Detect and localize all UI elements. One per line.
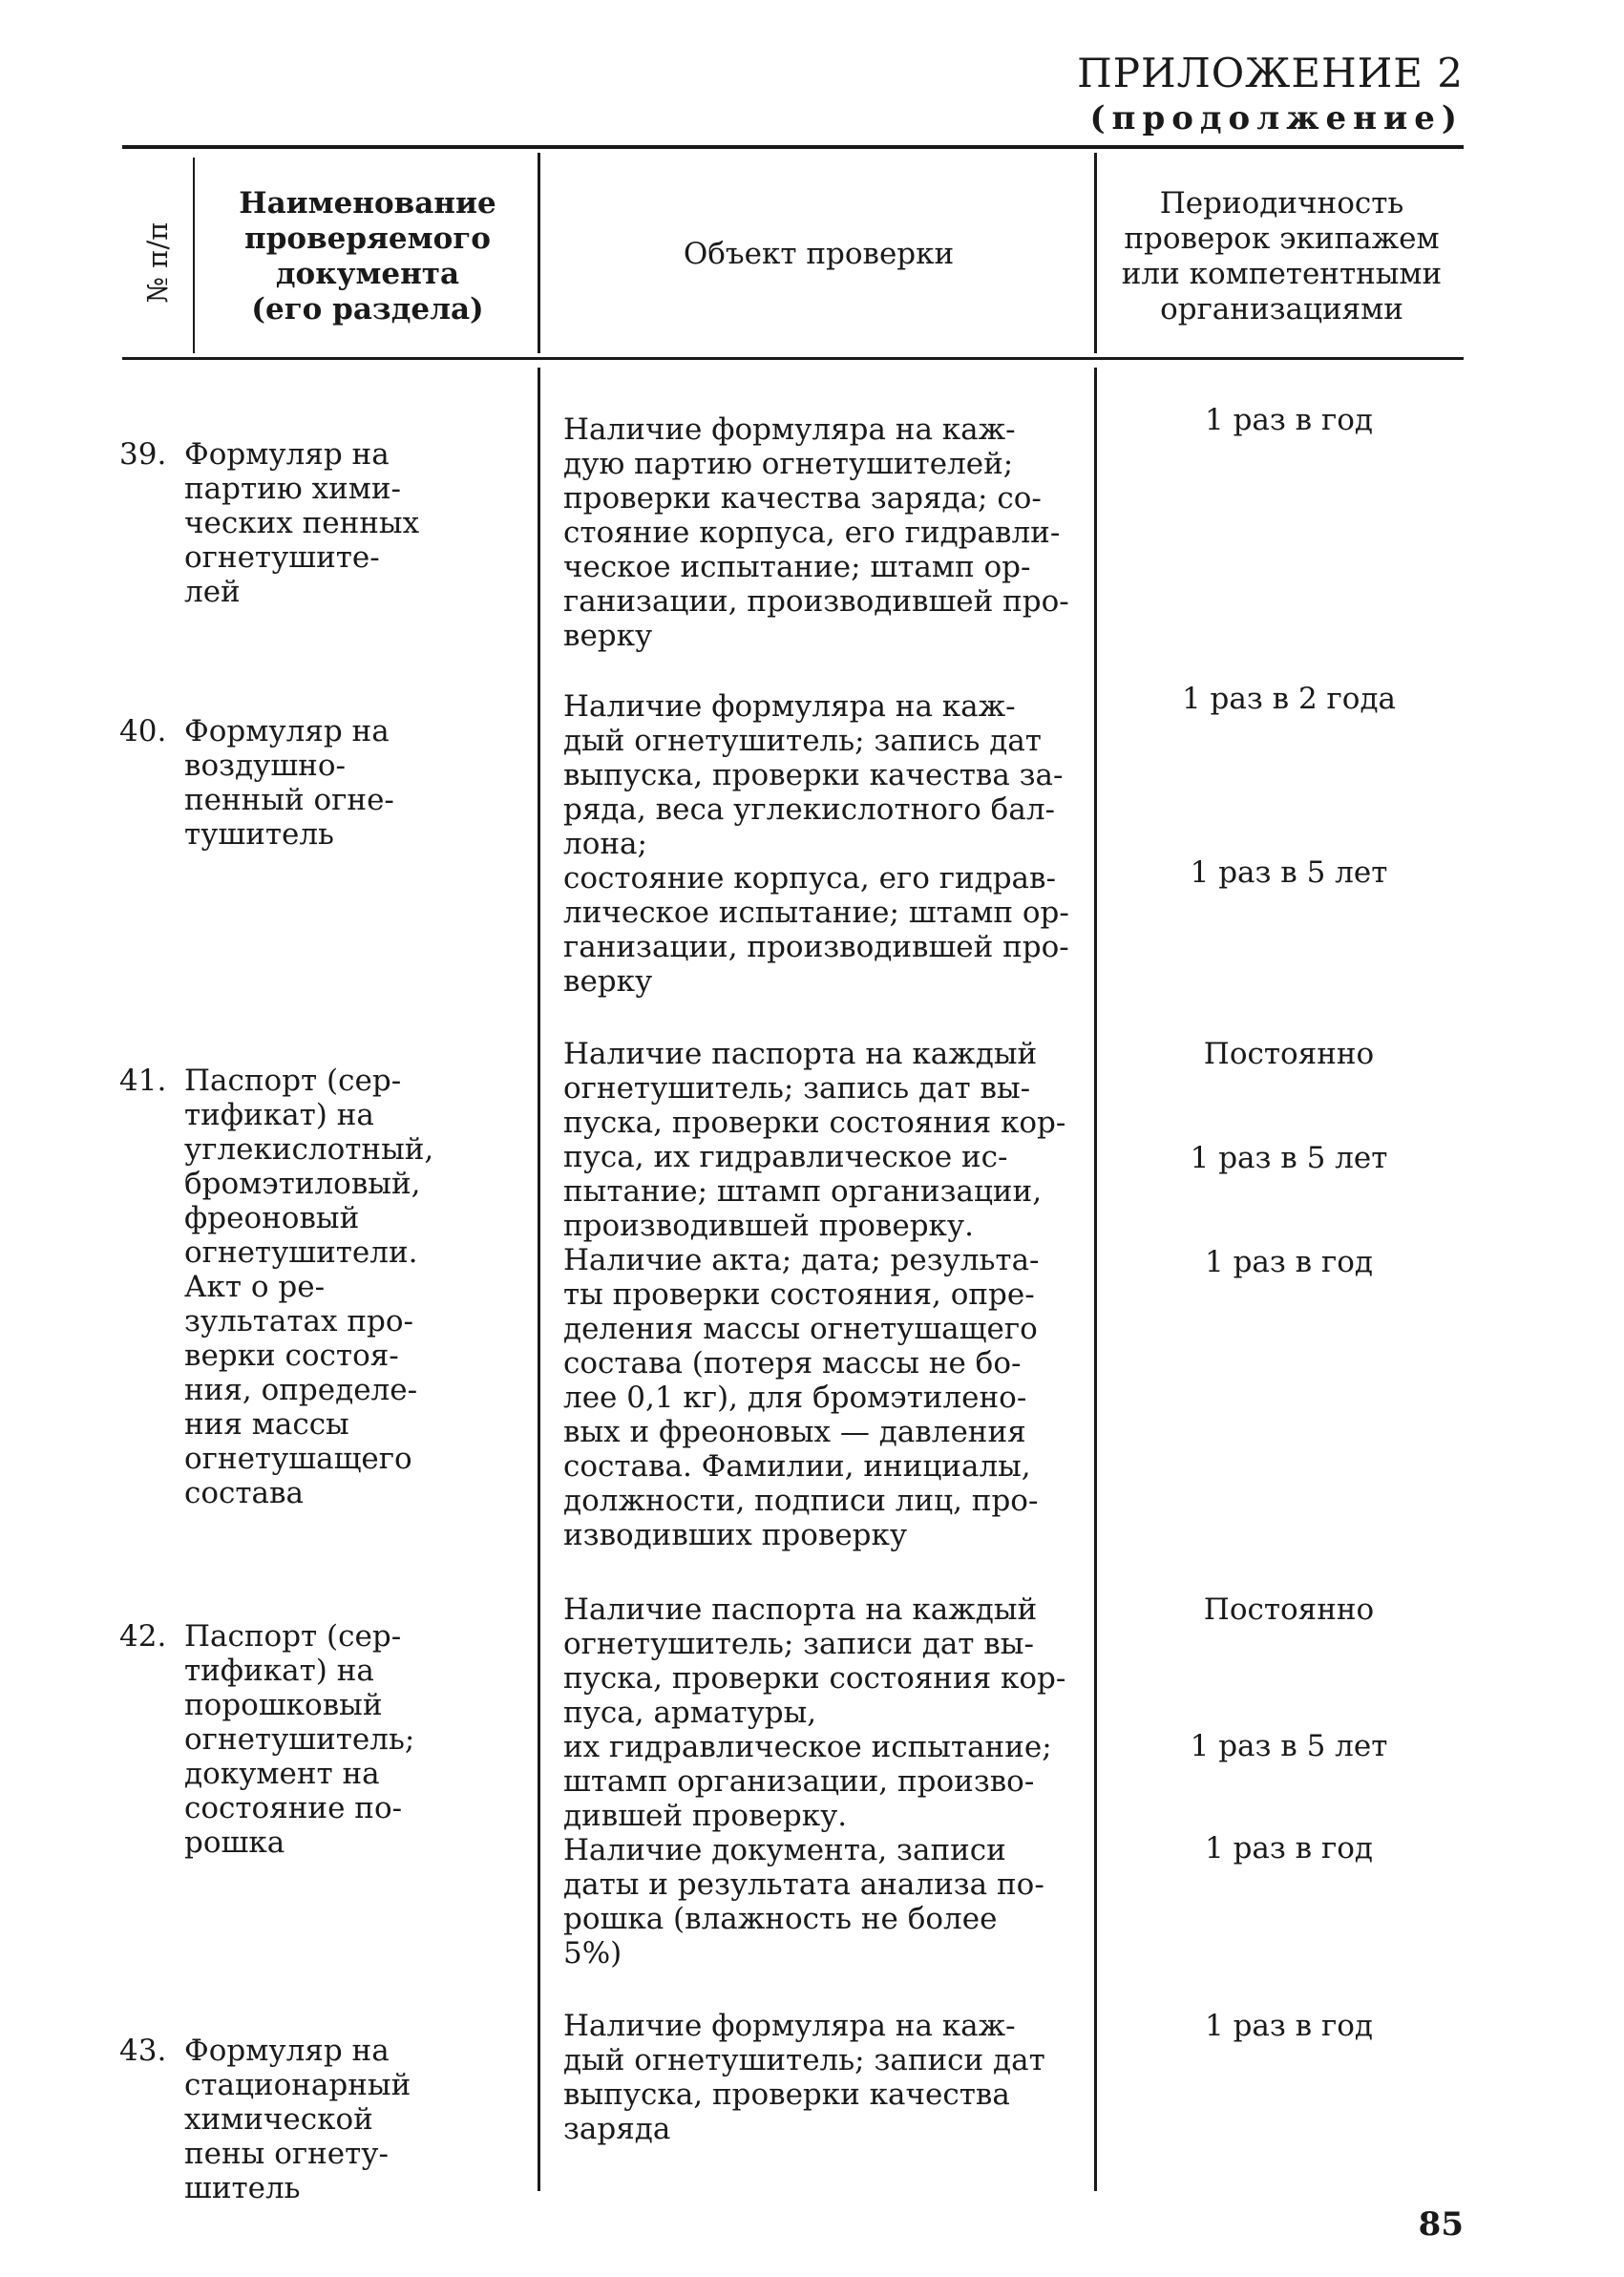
row-object: Наличие формуляра на каж- дый огнетушитель; записи дат выпуска, проверки качества заряда [563,2009,1045,2146]
body-divider-name-object [538,368,540,2191]
row-number: 40. [119,714,167,748]
row-object: Наличие формуляра на каж- дую партию огнетушителей; проверки качества заряда; со- стояние корпуса, его гидравли- ческое испытание; штамп ор- ганизации, производившей про- верку [563,412,1069,653]
row-document-name [119,403,530,643]
column-header-periodicity: Периодичность проверок экипажем или компетентными организациями [1121,186,1443,327]
row-document-name [119,1585,530,1894]
row-period: Постоянно [1203,1037,1375,1071]
row-number: 42. [119,1619,167,1654]
divider-object-period [1094,153,1097,353]
column-header-number-label: № п/п [141,221,174,304]
row-object: Наличие формуляра на каж- дый огнетушитель; запись дат выпуска, проверки качества за- ряда, веса углекислотного бал- лона; состояние корпуса, его гидрав- лическое испытание; штамп ор- ганизации, производившей про- верку [563,689,1069,999]
header-bottom-rule [122,357,1464,360]
row-document-name [119,680,530,886]
row-document-name [119,1029,530,1545]
column-header-object: Объект проверки [683,237,955,271]
row-period: 1 раз в год [1205,2009,1373,2043]
row-number: 41. [119,1064,167,1098]
row-period: Постоянно [1203,1592,1375,1627]
table-top-rule [122,145,1464,149]
row-period: 1 раз в 5 лет [1190,1729,1388,1763]
row-name-text: Паспорт (сер- тификат) на углекислотный, бромэтиловый, фреоновый огнетушители. Акт о ре- зультатах про- верки состоя- ния, определе- ния массы огнетушащего состава [184,1064,434,1510]
divider-num-name [193,158,195,353]
row-name-text: Формуляр на воздушно- пенный огне- тушитель [184,714,394,852]
row-period: 1 раз в год [1205,1245,1373,1279]
row-name-text: Формуляр на стационарный химической пены огнету- шитель [184,2034,411,2205]
row-name-text: Паспорт (сер- тификат) на порошковый огнетушитель; документ на состояние по- рошка [184,1619,415,1860]
row-document-name [119,1999,530,2240]
row-period: 1 раз в год [1205,403,1373,437]
row-period: 1 раз в 5 лет [1190,855,1388,890]
divider-name-object [538,153,540,353]
page-number: 85 [1418,2205,1464,2244]
row-period: 1 раз в 2 года [1181,682,1397,716]
row-period: 1 раз в 5 лет [1190,1141,1388,1175]
appendix-subtitle: (продолжение) [1089,99,1464,137]
row-period: 1 раз в год [1205,1831,1373,1866]
row-object: Наличие паспорта на каждый огнетушитель; запись дат вы- пуска, проверки состояния кор- пуса, их гидравлическое ис- пытание; штамп организации, производившей проверку. Наличие акта; дата; результа- ты проверки состояния, опре- деления массы огнетушащего состава (потеря массы не бо- лее 0,1 кг), для бромэтилено- вых и фреоновых — давления состава. Фамилии, инициалы, должности, подписи лиц, про- изводивших проверку [563,1037,1066,1552]
appendix-title: ПРИЛОЖЕНИЕ 2 [1077,50,1464,96]
column-header-document-name: Наименование проверяемого документа (его раздела) [239,186,496,327]
column-header-number [124,172,191,353]
row-object: Наличие паспорта на каждый огнетушитель; записи дат вы- пуска, проверки состояния кор- пуса, арматуры, их гидравлическое испытание; штамп организации, произво- дившей проверку. Наличие документа, записи даты и результата анализа по- рошка (влажность не более 5%) [563,1592,1066,1971]
body-divider-object-period [1094,368,1097,2191]
row-number: 43. [119,2034,167,2068]
row-number: 39. [119,437,167,472]
row-name-text: Формуляр на партию хими- ческих пенных огнетушите- лей [184,437,420,609]
